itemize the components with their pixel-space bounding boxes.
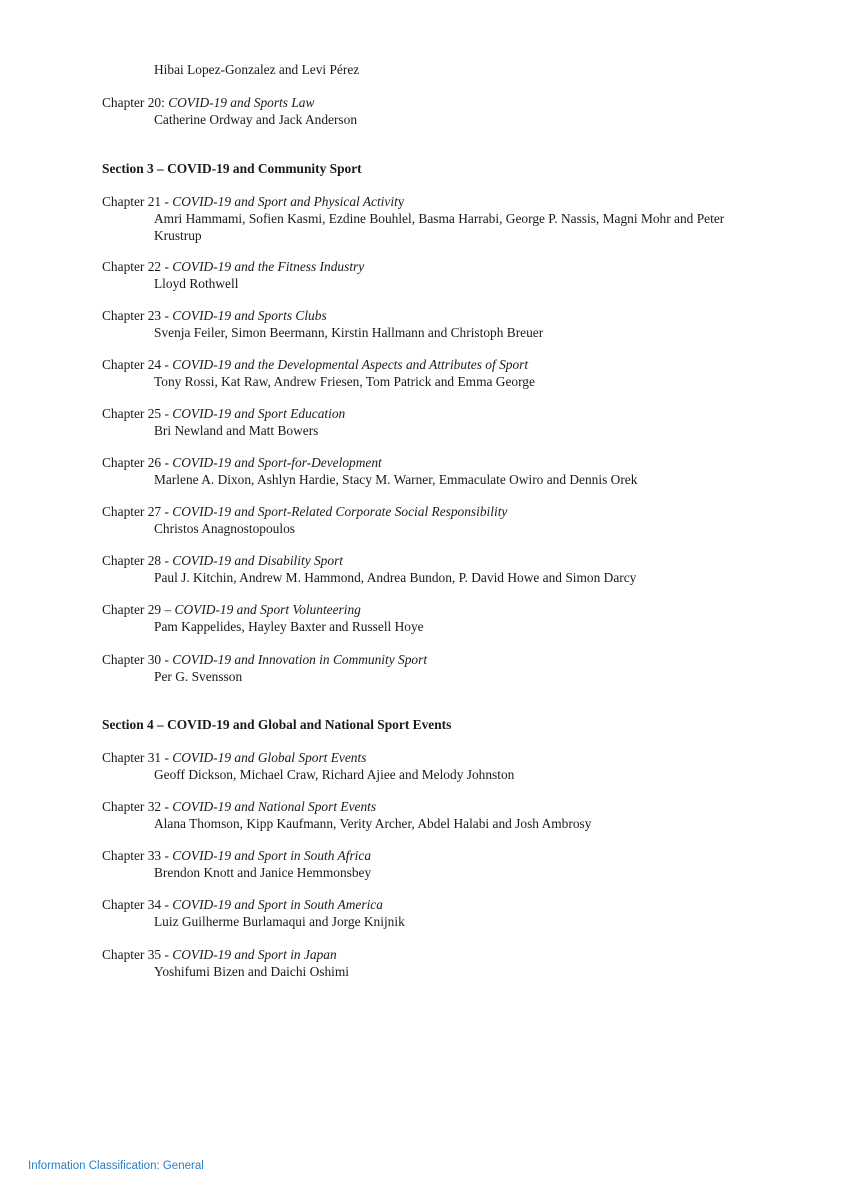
chapter-number: Chapter 32 - [102,799,173,814]
chapter-number: Chapter 27 - [102,504,173,519]
chapter-heading [102,94,762,111]
chapter-authors: Paul J. Kitchin, Andrew M. Hammond, Andrea Bundon, P. David Howe and Simon Darcy [154,570,637,585]
chapter-heading [102,503,762,520]
chapter-title: COVID-19 and Sport and Physical Activit [172,194,398,209]
chapter-33-entry [102,847,762,881]
chapter-title-tail: y [397,194,405,209]
chapter-27-entry [102,503,762,537]
chapter-authors: Catherine Ordway and Jack Anderson [154,112,358,127]
chapter-heading [102,749,762,766]
chapter-number: Chapter 28 - [102,553,173,568]
chapter-heading [102,405,762,422]
chapter-authors: Lloyd Rothwell [154,276,239,291]
chapter-number: Chapter 33 - [102,848,173,863]
chapter-number: Chapter 21 - [102,194,173,209]
chapter-number: Chapter 35 - [102,947,173,962]
chapter-23-entry [102,307,762,341]
chapter-35-entry [102,946,762,980]
chapter-number: Chapter 23 - [102,308,173,323]
chapter-31-entry [102,749,762,783]
chapter-number: Chapter 25 - [102,406,173,421]
chapter-title: COVID-19 and Sports Law [168,95,315,110]
chapter-title: COVID-19 and the Fitness Industry [172,259,365,274]
chapter-heading [102,307,762,324]
chapter-title: COVID-19 and Sport in South America [172,897,383,912]
chapter-number: Chapter 34 - [102,897,173,912]
chapter-heading [102,601,762,618]
chapter-authors: Geoff Dickson, Michael Craw, Richard Ajiee and Melody Johnston [154,767,515,782]
chapter-heading [102,356,762,373]
chapter-title: COVID-19 and National Sport Events [172,799,377,814]
chapter-authors: Christos Anagnostopoulos [154,521,295,536]
chapter-26-entry [102,454,762,488]
section-4-heading: Section 4 – COVID-19 and Global and National Sport Events [102,717,452,732]
chapter-authors: Tony Rossi, Kat Raw, Andrew Friesen, Tom Patrick and Emma George [154,374,535,389]
chapter-32-entry [102,798,762,832]
chapter-24-entry [102,356,762,390]
chapter-authors: Marlene A. Dixon, Ashlyn Hardie, Stacy M. Warner, Emmaculate Owiro and Dennis Orek [154,472,638,487]
chapter-authors: Amri Hammami, Sofien Kasmi, Ezdine Bouhlel, Basma Harrabi, George P. Nassis, Magni Mohr and Peter Krustrup [154,211,725,243]
chapter-number: Chapter 22 - [102,259,173,274]
chapter-authors: Bri Newland and Matt Bowers [154,423,319,438]
chapter-heading [102,946,762,963]
chapter-title: COVID-19 and Innovation in Community Sport [172,652,428,667]
chapter-number: Chapter 29 – [102,602,175,617]
chapter-title: COVID-19 and Sport-for-Development [172,455,382,470]
chapter-number: Chapter 31 - [102,750,173,765]
chapter-title: COVID-19 and Sport Volunteering [174,602,361,617]
chapter-heading [102,651,762,668]
classification-footer: Information Classification: General [28,1160,204,1172]
chapter-authors: Yoshifumi Bizen and Daichi Oshimi [154,964,350,979]
chapter-title: COVID-19 and Global Sport Events [172,750,367,765]
chapter-title: COVID-19 and Sports Clubs [172,308,327,323]
chapter-authors: Brendon Knott and Janice Hemmonsbey [154,865,372,880]
chapter-authors: Hibai Lopez-Gonzalez and Levi Pérez [154,62,360,77]
chapter-title: COVID-19 and Sport-Related Corporate Social Responsibility [172,504,508,519]
section-3-heading: Section 3 – COVID-19 and Community Sport [102,161,362,176]
chapter-25-entry [102,405,762,439]
chapter-heading [102,258,762,275]
chapter-title: COVID-19 and the Developmental Aspects and Attributes of Sport [172,357,529,372]
chapter-authors: Alana Thomson, Kipp Kaufmann, Verity Archer, Abdel Halabi and Josh Ambrosy [154,816,592,831]
chapter-number: Chapter 30 - [102,652,173,667]
chapter-heading [102,847,762,864]
chapter-21-entry [102,193,762,244]
chapter-title: COVID-19 and Disability Sport [172,553,344,568]
chapter-30-entry [102,651,762,685]
chapter-22-entry [102,258,762,292]
chapter-authors: Per G. Svensson [154,669,243,684]
chapter-heading [102,454,762,471]
chapter-heading [102,896,762,913]
chapter-19-authors-block [102,61,762,78]
chapter-28-entry [102,552,762,586]
chapter-34-entry [102,896,762,930]
chapter-authors: Svenja Feiler, Simon Beermann, Kirstin Hallmann and Christoph Breuer [154,325,544,340]
chapter-heading [102,798,762,815]
chapter-20-entry [102,94,762,128]
chapter-29-entry [102,601,762,635]
chapter-number: Chapter 24 - [102,357,173,372]
chapter-title: COVID-19 and Sport in Japan [172,947,337,962]
chapter-heading [102,193,762,210]
chapter-number: Chapter 26 - [102,455,173,470]
chapter-title: COVID-19 and Sport in South Africa [172,848,372,863]
chapter-title: COVID-19 and Sport Education [172,406,346,421]
chapter-number: Chapter 20: [102,95,169,110]
chapter-heading [102,552,762,569]
chapter-authors: Luiz Guilherme Burlamaqui and Jorge Knijnik [154,914,405,929]
chapter-authors: Pam Kappelides, Hayley Baxter and Russell Hoye [154,619,424,634]
